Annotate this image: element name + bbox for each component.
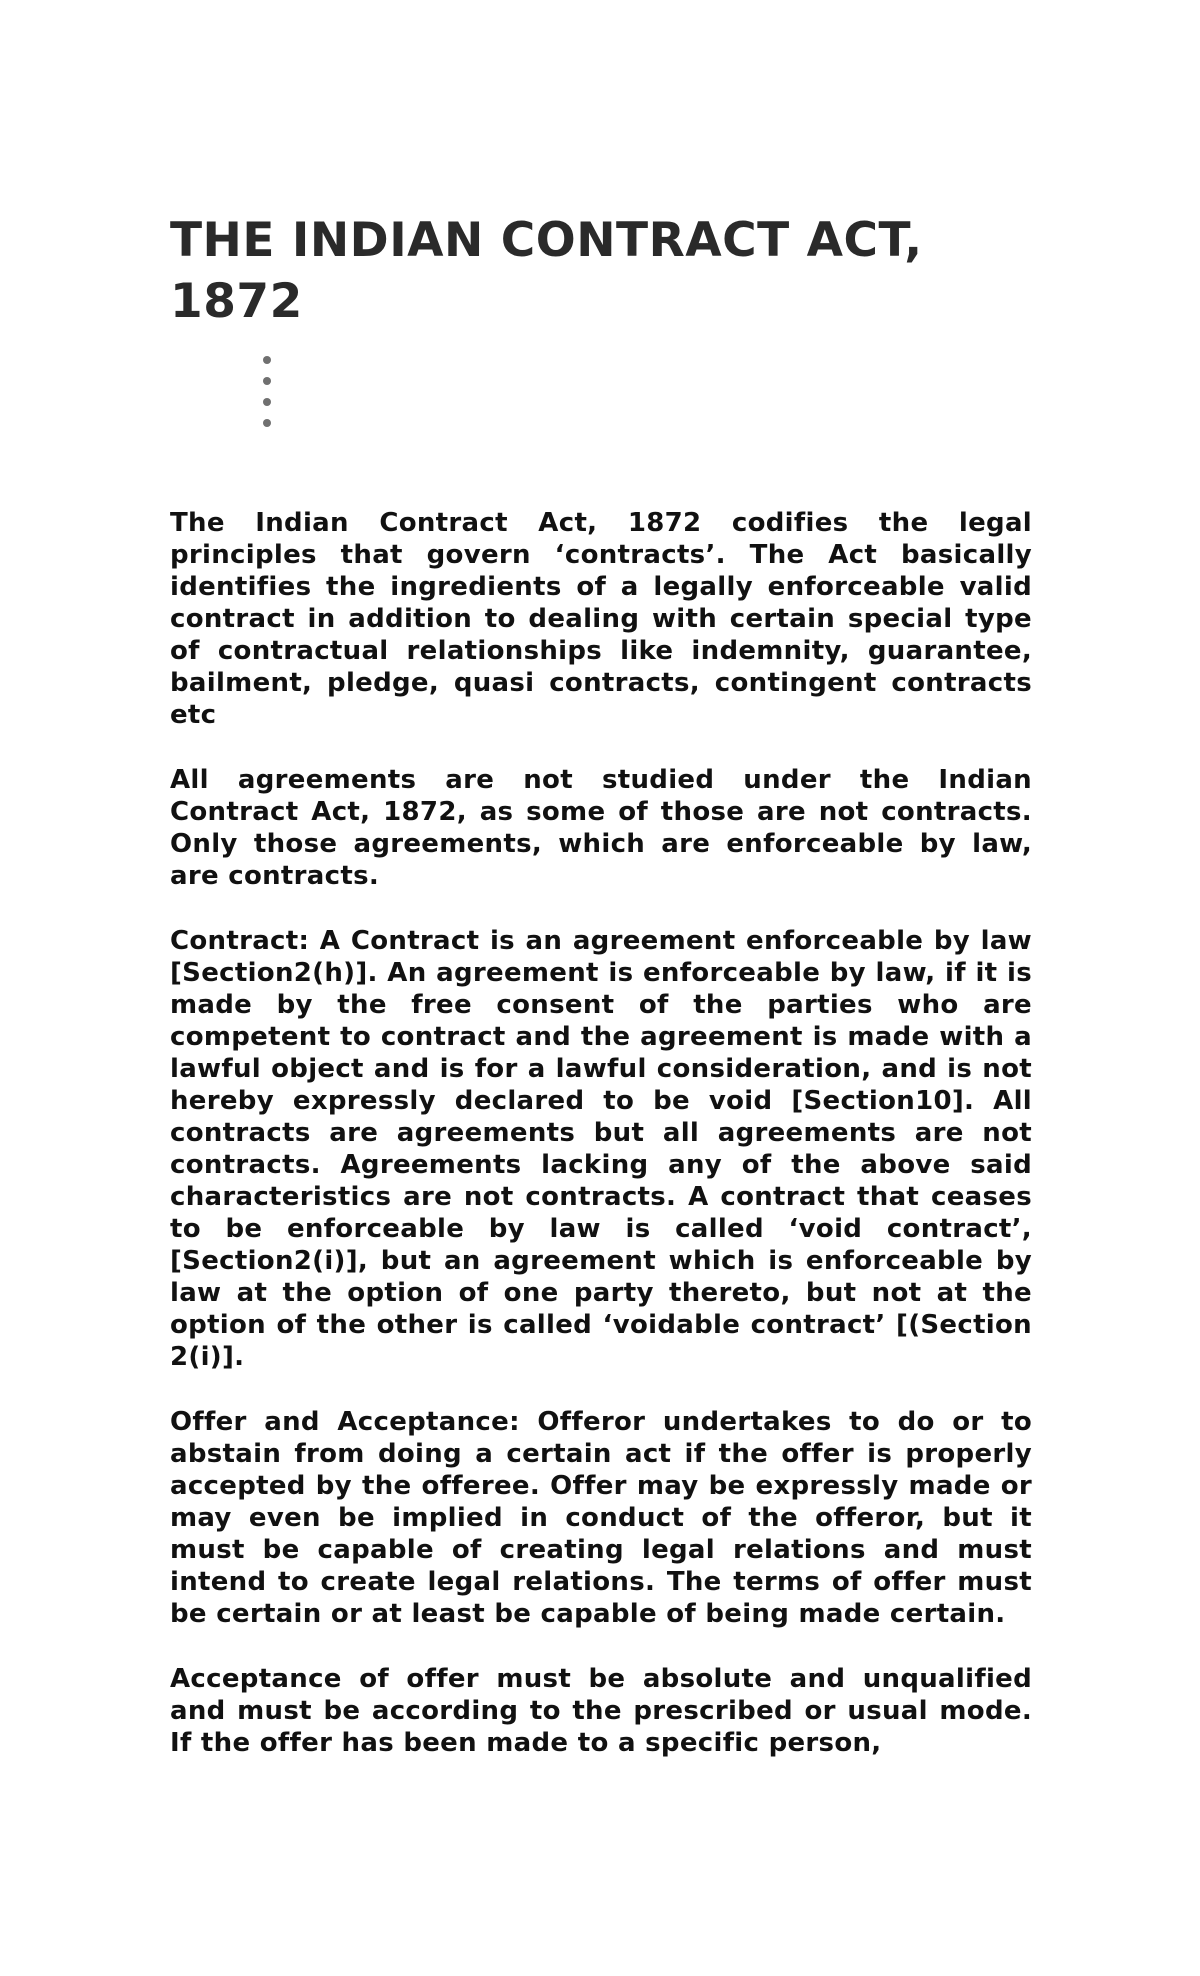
bullet-dot-icon [263,398,271,406]
paragraph-contract: Contract: A Contract is an agreement enforceable by law [Section2(h)]. An agreement is enforceable by law, if it is made by the free consent of the parties who are competent to contract and the agreement is made with a lawful object and is for a lawful consideration, and is not hereby expressly declared to be void [Section10]. All contracts are agreements but all agreements are not contracts. Agreements lacking any of the above said characteristics are not contracts. A contract that ceases to be enforceable by law is called ‘void contract’, [Section2(i)], but an agreement which is enforceable by law at the option of one party thereto, but not at the option of the other is called ‘voidable contract’ [(Section 2(i)]. [170,926,1032,1372]
bullet-dot-icon [263,356,271,364]
bullet-dot-icon [263,419,271,427]
paragraph-agreements: All agreements are not studied under the Indian Contract Act, 1872, as some of those are not contracts. Only those agreements, which are enforceable by law, are contracts. [170,765,1032,891]
paragraph-acceptance-of-offer: Acceptance of offer must be absolute and unqualified and must be according to the prescribed or usual mode. If the offer has been made to a specific person, [170,1664,1032,1758]
document-body [170,507,1032,1792]
document-page [170,210,1032,1758]
bullet-dot-icon [263,377,271,385]
empty-bullet-list [263,356,271,440]
document-title: THE INDIAN CONTRACT ACT, 1872 [170,213,923,329]
paragraph-intro: The Indian Contract Act, 1872 codifies the legal principles that govern ‘contracts’. The Act basically identifies the ingredients of a legally enforceable valid contract in addition to dealing with certain special type of contractual relationships like indemnity, guarantee, bailment, pledge, quasi contracts, contingent contracts etc [170,508,1032,730]
paragraph-offer-acceptance: Offer and Acceptance: Offeror undertakes to do or to abstain from doing a certain act if the offer is properly accepted by the offeree. Offer may be expressly made or may even be implied in conduct of the offeror, but it must be capable of creating legal relations and must intend to create legal relations. The terms of offer must be certain or at least be capable of being made certain. [170,1407,1032,1629]
